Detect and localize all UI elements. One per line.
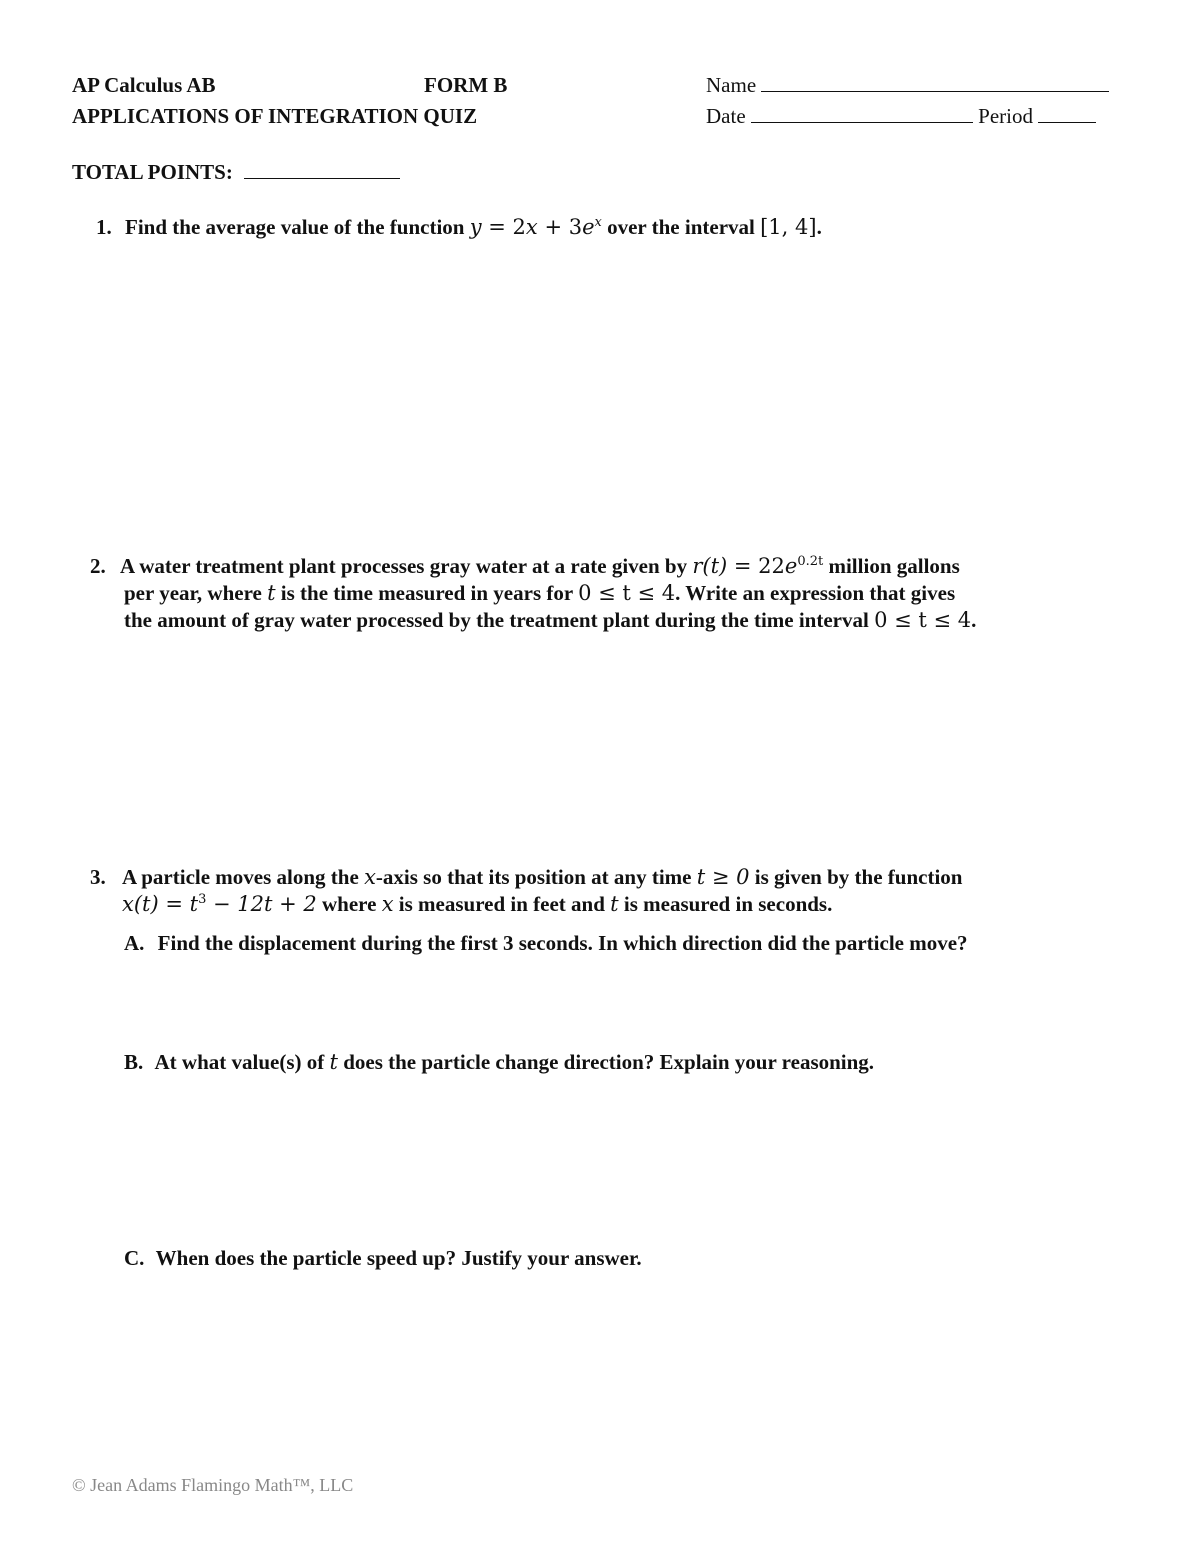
math-exponent: 0.2t [797, 554, 824, 569]
math-function: − 12t + 2 [206, 892, 317, 916]
question-line [122, 864, 1100, 891]
date-field[interactable] [751, 105, 973, 123]
math-inequality: 0 ≤ t ≤ 4 [874, 608, 972, 632]
question-line [120, 553, 1100, 580]
question-text: is the time measured in years for [275, 581, 579, 605]
question-text: over the interval [601, 215, 761, 239]
name-row [706, 73, 1109, 98]
question-text: A water treatment plant processes gray water at a rate given by [120, 554, 693, 578]
question-text: is measured in feet and [393, 892, 611, 916]
question-text: million gallons [823, 554, 960, 578]
math-inequality: 0 ≤ t ≤ 4 [578, 581, 676, 605]
name-label: Name [706, 73, 757, 97]
question-text: . [971, 608, 977, 632]
math-symbol: x [525, 215, 538, 239]
question-2 [90, 553, 1100, 634]
question-text: Find the average value of the function [125, 215, 465, 239]
part-letter: B. [124, 1050, 144, 1074]
question-3a [124, 930, 968, 957]
question-line [122, 891, 1100, 918]
part-text: When does the particle speed up? Justify your answer. [155, 1246, 642, 1270]
question-text: -axis so that its position at any time [375, 865, 697, 889]
math-inequality: t ≥ 0 [696, 865, 750, 889]
quiz-title: APPLICATIONS OF INTEGRATION QUIZ [72, 104, 478, 128]
copyright-footer: © Jean Adams Flamingo Math™, LLC [72, 1475, 354, 1495]
question-line [124, 580, 1100, 607]
question-number: 2. [90, 554, 106, 578]
math-symbol: + 3 [537, 215, 583, 239]
part-letter: A. [124, 931, 145, 955]
total-points-field[interactable] [244, 161, 400, 179]
math-exponent: x [594, 215, 602, 230]
math-symbol: e [784, 554, 798, 578]
math-symbol: t [329, 1050, 338, 1074]
math-symbol: t [610, 892, 619, 916]
math-symbol: = 2 [481, 215, 526, 239]
question-3 [90, 864, 1100, 918]
question-text: A particle moves along the [122, 865, 365, 889]
question-text: is measured in seconds. [618, 892, 833, 916]
period-field[interactable] [1038, 105, 1096, 123]
math-interval: [1, 4] [760, 215, 817, 239]
math-function: x(t) = t [122, 892, 199, 916]
period-label: Period [978, 104, 1033, 128]
course-title: AP Calculus AB [72, 73, 216, 97]
math-exponent: 3 [198, 892, 207, 907]
part-text: At what value(s) of [154, 1050, 330, 1074]
total-points-row [72, 160, 400, 185]
math-symbol: e [582, 215, 595, 239]
form-label: FORM B [424, 73, 508, 97]
question-text: is given by the function [749, 865, 963, 889]
date-row [706, 104, 1096, 129]
question-3c [124, 1245, 642, 1272]
question-line [124, 607, 1100, 634]
part-text: does the particle change direction? Explain your reasoning. [337, 1050, 875, 1074]
question-1 [96, 214, 822, 241]
question-text: . Write an expression that gives [675, 581, 956, 605]
math-symbol: x [364, 865, 376, 889]
question-text: the amount of gray water processed by the treatment plant during the time interval [124, 608, 875, 632]
part-letter: C. [124, 1246, 145, 1270]
math-symbol: y [469, 215, 482, 239]
question-text: per year, where [124, 581, 268, 605]
math-symbol: r [692, 554, 703, 578]
date-label: Date [706, 104, 746, 128]
question-number: 3. [90, 865, 106, 889]
part-text: Find the displacement during the first 3 seconds. In which direction did the particle move? [157, 931, 968, 955]
question-text: . [816, 215, 822, 239]
math-symbol: (t) [702, 554, 728, 578]
question-text: where [316, 892, 382, 916]
name-field[interactable] [761, 74, 1109, 92]
math-symbol: t [267, 581, 276, 605]
math-symbol: x [381, 892, 394, 916]
question-3b [124, 1049, 874, 1076]
total-points-label: TOTAL POINTS: [72, 160, 233, 184]
math-symbol: = 22 [727, 554, 785, 578]
question-number: 1. [96, 215, 112, 239]
